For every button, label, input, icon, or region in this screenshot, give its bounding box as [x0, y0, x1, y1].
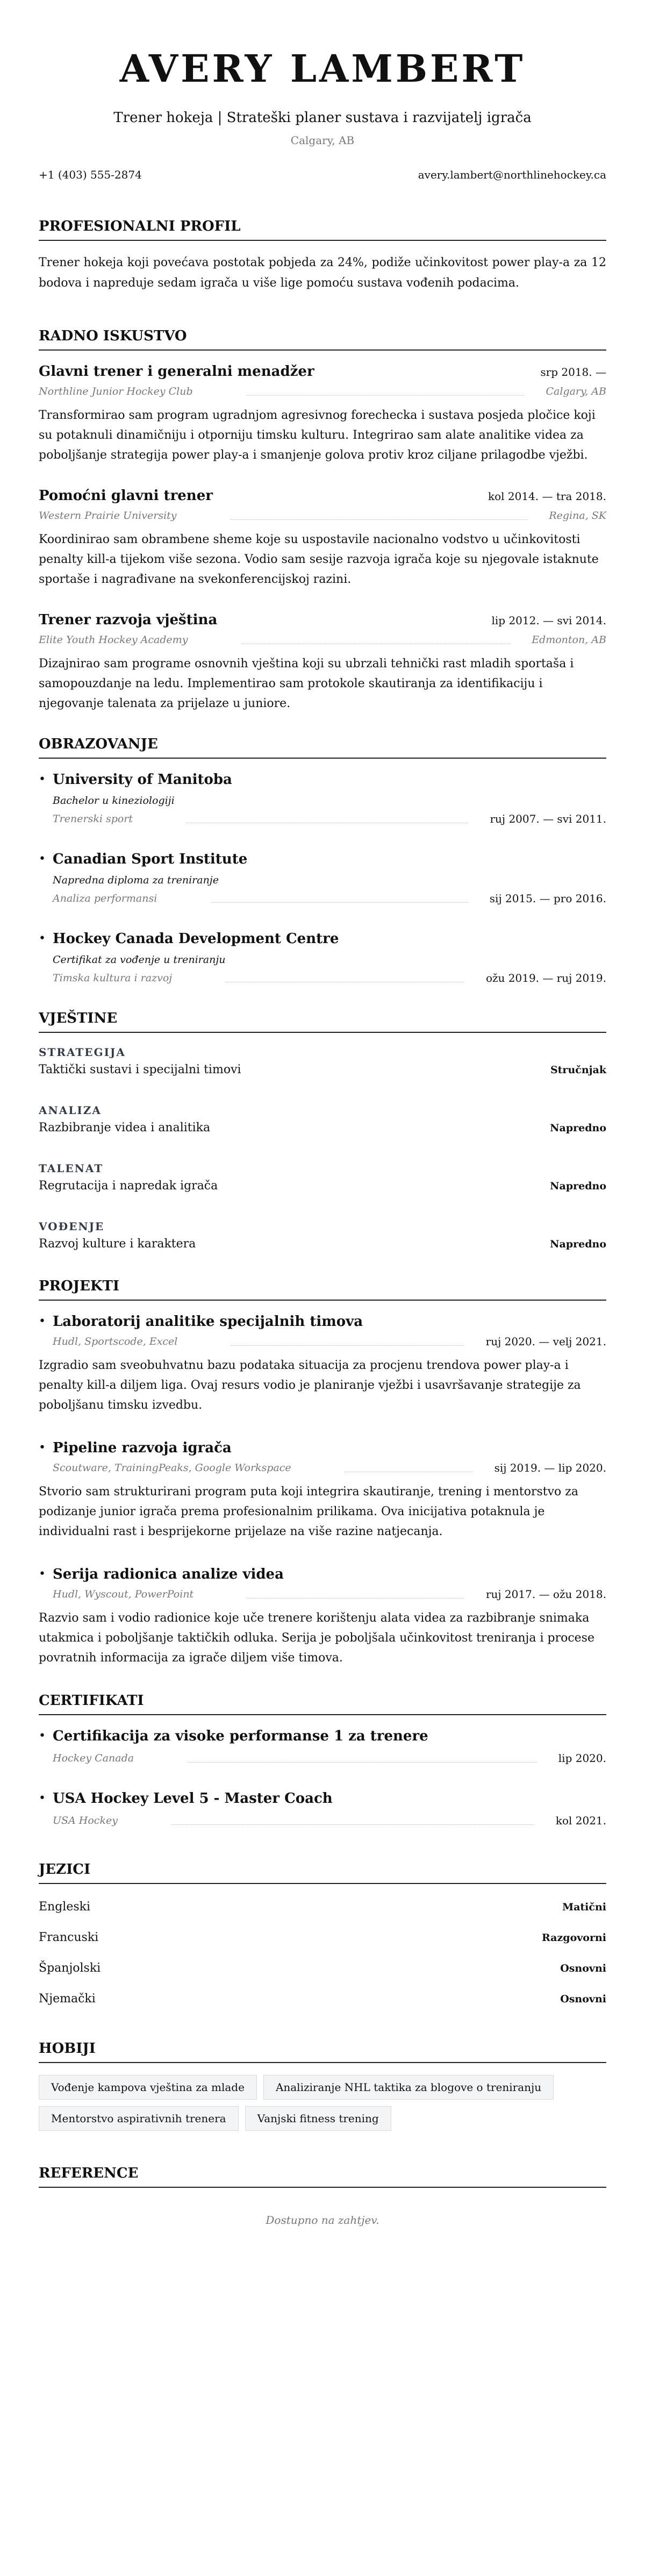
project-tools: Scoutware, TrainingPeaks, Google Workspace	[53, 1462, 291, 1474]
job-header	[39, 611, 606, 629]
bullet-icon: •	[39, 1567, 46, 1581]
language-level: Matični	[562, 1901, 606, 1913]
bullet-icon: •	[39, 1792, 46, 1805]
profile-text: Trener hokeja koji povećava postotak pobjeda za 24%, podiže učinkovitost power play-a za 12 bodova i napreduje sedam igrača u više lige pomoću sustava vođenih podacima.	[39, 256, 606, 290]
bullet-icon: •	[39, 773, 46, 786]
job-meta	[39, 632, 606, 647]
language-row	[39, 1930, 606, 1946]
bullet-icon: •	[39, 852, 46, 866]
degree: Napredna diploma za treniranje	[53, 874, 219, 886]
education-entry	[39, 850, 606, 906]
project-dates: ruj 2017. — ožu 2018.	[485, 1588, 606, 1601]
language-row	[39, 1899, 606, 1915]
project-entry	[39, 1565, 606, 1668]
field: Timska kultura i razvoj	[53, 972, 173, 984]
company: Northline Junior Hockey Club	[39, 386, 193, 397]
school-name: Canadian Sport Institute	[53, 851, 248, 867]
section-title: OBRAZOVANJE	[39, 735, 606, 759]
dotted-leader	[247, 395, 525, 396]
dotted-leader	[247, 1598, 464, 1599]
project-name: Pipeline razvoja igrača	[53, 1440, 232, 1456]
email[interactable]: avery.lambert@northlinehockey.ca	[418, 168, 606, 181]
field: Trenerski sport	[53, 813, 133, 825]
languages-section	[39, 1860, 606, 2007]
language-level: Razgovorni	[541, 1932, 606, 1944]
project-description: Razvio sam i vodio radionice koje uče trenere korištenju alata videa za razbibranje snimaka utakmica i poboljšanje taktičkih odluka. Serija je poboljšala učinkovitost treniranja i procese povratnih informacija za igrače diljem više timova.	[39, 1611, 594, 1665]
skill-category: STRATEGIJA	[39, 1046, 126, 1059]
project-meta	[39, 1334, 606, 1349]
contact-row	[39, 168, 606, 182]
field: Analiza performansi	[53, 893, 157, 904]
job-entry	[39, 487, 606, 589]
section-title: CERTIFIKATI	[39, 1692, 606, 1715]
bullet-icon: •	[39, 1729, 46, 1743]
phone[interactable]: +1 (403) 555-2874	[39, 168, 142, 181]
project-dates: sij 2019. — lip 2020.	[494, 1461, 606, 1474]
job-title: Trener razvoja vještina	[39, 612, 218, 628]
skill-level: Napredno	[550, 1180, 606, 1192]
dotted-leader	[231, 1345, 464, 1346]
dotted-leader	[171, 1824, 534, 1825]
education-meta	[53, 891, 606, 906]
dotted-leader	[231, 519, 528, 520]
skill-level: Napredno	[550, 1122, 606, 1134]
job-entry	[39, 611, 606, 713]
certificates-section	[39, 1692, 606, 1828]
project-meta	[39, 1587, 606, 1602]
headline: Trener hokeja | Strateški planer sustava i razvijatelj igrača	[113, 110, 532, 126]
section-title: PROFESIONALNI PROFIL	[39, 217, 606, 241]
project-tools: Hudl, Sportscode, Excel	[53, 1336, 178, 1347]
job-title: Pomoćni glavni trener	[39, 488, 213, 504]
hobby-tag: Analiziranje NHL taktika za blogove o treniranju	[263, 2075, 554, 2100]
issuer: Hockey Canada	[53, 1752, 134, 1764]
job-location: Regina, SK	[549, 510, 606, 522]
job-header	[39, 362, 606, 381]
bullet-icon: •	[39, 1315, 46, 1328]
job-title: Glavni trener i generalni menadžer	[39, 363, 314, 380]
job-dates: srp 2018. —	[540, 366, 606, 379]
company: Western Prairie University	[39, 510, 177, 522]
project-description: Izgradio sam sveobuhvatnu bazu podataka situacija za procjenu trendova power play-a i penalty kill-a diljem liga. Ovaj resurs vodio je planiranje vježbi i usavršavanje strategije za poboljšanu timsku izvedbu.	[39, 1359, 581, 1412]
certificate-date: kol 2021.	[555, 1814, 606, 1827]
education-meta	[53, 971, 606, 986]
job-location: Calgary, AB	[546, 386, 606, 397]
experience-section	[39, 327, 606, 713]
hobby-tag: Vanjski fitness trening	[245, 2106, 391, 2131]
school-name: University of Manitoba	[53, 772, 232, 788]
project-name: Laboratorij analitike specijalnih timova	[53, 1314, 363, 1330]
skill-name: Regrutacija i napredak igrača	[39, 1179, 218, 1193]
skill-name: Razbibranje videa i analitika	[39, 1121, 211, 1134]
section-title: REFERENCE	[39, 2164, 606, 2188]
skill-level: Stručnjak	[550, 1064, 606, 1076]
degree: Certifikat za vođenje u treniranju	[53, 954, 226, 966]
skill-level: Napredno	[550, 1238, 606, 1250]
skill-row	[39, 1062, 606, 1078]
skill-row	[39, 1178, 606, 1194]
section-title: VJEŠTINE	[39, 1009, 606, 1033]
hobby-tag: Mentorstvo aspirativnih trenera	[39, 2106, 239, 2131]
company: Elite Youth Hockey Academy	[39, 634, 188, 646]
job-meta	[39, 508, 606, 523]
language-name: Engleski	[39, 1900, 91, 1914]
project-meta	[39, 1460, 606, 1475]
job-description: Transformirao sam program ugradnjom agresivnog forechecka i sustava posjeda pločice koji su potaknuli dinamičniju i otporniju timsku kulturu. Integrirao sam alate analitike videa za poboljšanje strategija power play-a i smanjenje golova protiv kroz ciljane prilagodbe vježbi.	[39, 409, 596, 462]
references-text: Dostupno na zahtjev.	[266, 2214, 379, 2227]
profile-section	[39, 217, 606, 294]
job-header	[39, 487, 606, 505]
job-entry	[39, 362, 606, 465]
section-title: PROJEKTI	[39, 1277, 606, 1301]
job-description: Dizajnirao sam programe osnovnih vještina koji su ubrzali tehnički rast mladih sportaša i samopouzdanje na ledu. Implementirao sam protokole skautiranja za identifikaciju i njegovanje talenata za prijelaze u juniore.	[39, 657, 574, 710]
language-level: Osnovni	[560, 1963, 606, 1974]
education-dates: sij 2015. — pro 2016.	[489, 892, 606, 905]
skill-name: Razvoj kulture i karaktera	[39, 1237, 196, 1251]
certificate-name: Certifikacija za visoke performanse 1 za trenere	[53, 1728, 428, 1744]
hobbies-section	[39, 2039, 606, 2131]
certificate-entry	[39, 1727, 606, 1766]
bullet-icon: •	[39, 932, 46, 945]
skill-name: Taktički sustavi i specijalni timovi	[39, 1063, 241, 1076]
project-entry	[39, 1439, 606, 1542]
section-title: JEZICI	[39, 1860, 606, 1884]
candidate-name: AVERY LAMBERT	[119, 46, 526, 91]
location: Calgary, AB	[290, 134, 355, 147]
skill-category: TALENAT	[39, 1162, 104, 1175]
project-name: Serija radionica analize videa	[53, 1566, 284, 1582]
references-section	[39, 2164, 606, 2227]
language-row	[39, 1991, 606, 2007]
project-header	[39, 1312, 606, 1331]
project-header	[39, 1565, 606, 1583]
project-entry	[39, 1312, 606, 1415]
section-title: RADNO ISKUSTVO	[39, 327, 606, 351]
job-location: Edmonton, AB	[532, 634, 606, 646]
skills-section	[39, 1009, 606, 1252]
project-tools: Hudl, Wyscout, PowerPoint	[53, 1588, 194, 1600]
certificate-date: lip 2020.	[558, 1752, 606, 1765]
language-level: Osnovni	[560, 1993, 606, 2005]
bullet-icon: •	[39, 1441, 46, 1454]
language-row	[39, 1960, 606, 1976]
education-entry	[39, 770, 606, 826]
education-meta	[53, 811, 606, 826]
projects-section	[39, 1277, 606, 1668]
job-description: Koordinirao sam obrambene sheme koje su uspostavile nacionalno vodstvo u učinkovitosti penalty kill-a tijekom više sezona. Vodio sam sesije razvoja igrača koje su njegovale istaknute sportaše i nagrađivane na svekonferencijskoj razini.	[39, 533, 599, 586]
language-name: Njemački	[39, 1992, 96, 2006]
degree: Bachelor u kineziologiji	[53, 795, 175, 807]
project-header	[39, 1439, 606, 1457]
hobby-tag: Vođenje kampova vještina za mlade	[39, 2075, 257, 2100]
job-dates: kol 2014. — tra 2018.	[488, 490, 606, 503]
language-name: Španjolski	[39, 1961, 101, 1975]
skill-category: VOĐENJE	[39, 1220, 105, 1233]
issuer: USA Hockey	[53, 1815, 118, 1826]
section-title: HOBIJI	[39, 2039, 606, 2063]
education-section	[39, 735, 606, 986]
dotted-leader	[211, 902, 468, 903]
certificate-meta	[53, 1813, 606, 1828]
certificate-name: USA Hockey Level 5 - Master Coach	[53, 1790, 333, 1807]
language-name: Francuski	[39, 1931, 99, 1944]
skill-category: ANALIZA	[39, 1104, 102, 1117]
school-name: Hockey Canada Development Centre	[53, 931, 339, 947]
education-entry	[39, 930, 606, 986]
certificate-meta	[53, 1751, 606, 1766]
education-dates: ruj 2007. — svi 2011.	[490, 812, 606, 825]
education-dates: ožu 2019. — ruj 2019.	[485, 972, 606, 984]
skill-row	[39, 1236, 606, 1252]
job-meta	[39, 384, 606, 399]
project-description: Stvorio sam strukturirani program puta koji integrira skautiranje, trening i mentorstvo za podizanje junior igrača prema profesionalnim prilikama. Ova inicijativa potaknula je individualni rast i besprijekorne prijelaze na više razine natjecanja.	[39, 1485, 578, 1538]
job-dates: lip 2012. — svi 2014.	[491, 614, 606, 627]
project-dates: ruj 2020. — velj 2021.	[485, 1335, 606, 1348]
skill-row	[39, 1120, 606, 1136]
certificate-entry	[39, 1789, 606, 1828]
